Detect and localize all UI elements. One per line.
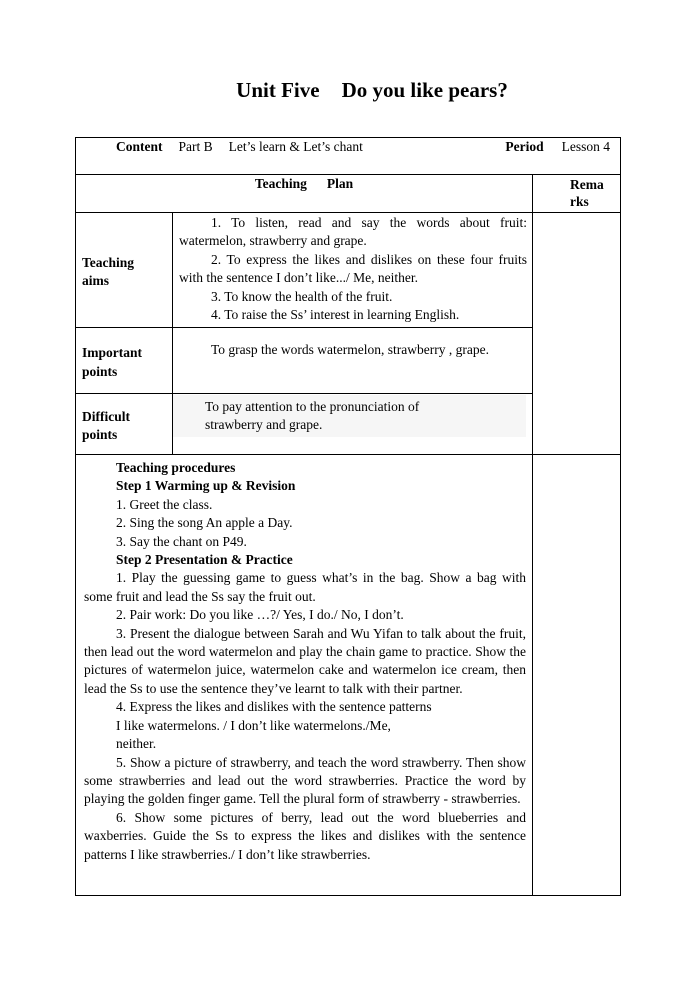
- plan-heading: Teaching Plan: [76, 175, 533, 213]
- content-label: Content: [116, 139, 163, 154]
- procedures-row: [76, 455, 621, 896]
- page-title: [0, 78, 696, 103]
- teaching-plan-table: [75, 137, 621, 896]
- aim-2: 2. To express the likes and dislikes on these four fruits with the sentence I don’t like.../ Me, neither.: [179, 251, 527, 286]
- lesson-question: Do you like pears?: [341, 78, 508, 102]
- period-label: Period: [505, 139, 544, 154]
- remarks-cell-top: [533, 213, 621, 455]
- aims-row: [76, 213, 621, 328]
- aim-4: 4. To raise the Ss’ interest in learning English.: [211, 307, 460, 323]
- step-1-heading: Step 1 Warming up & Revision: [116, 478, 296, 494]
- plan-heading-row: [76, 175, 621, 213]
- content-row: [76, 138, 621, 175]
- step-2-heading: Step 2 Presentation & Practice: [116, 552, 293, 568]
- aims-label: Teaching aims: [76, 213, 173, 328]
- unit-title: Unit Five: [236, 78, 320, 102]
- remarks-cell-bottom: [533, 455, 621, 896]
- important-label: Important points: [76, 328, 173, 394]
- difficult-text: To pay attention to the pronunciation of strawberry and grape.: [173, 394, 533, 455]
- aim-1: 1. To listen, read and say the words about fruit: watermelon, strawberry and grape.: [179, 215, 527, 249]
- content-value: Let’s learn & Let’s chant: [228, 139, 363, 154]
- procedures-cell: Teaching procedures Step 1 Warming up & Revision 1. Greet the class. 2. Sing the song An apple a Day. 3. Say the chant on P49. Step 2 Presentation & Practice 1. Play the guessing game to guess what’s in the bag. Show a bag with some fruit and lead the Ss say the fruit out. 2. Pair work: Do you like …?/ Yes, I do./ No, I don’t. 3. Present the dialogue between Sarah and Wu Yifan to talk about the fruit, then lead out the word watermelon and play the chain game to practice. Show the pictures of watermelon juice, watermelon cake and watermelon ice cream, then lead the Ss to use the sentence they’ve learnt to talk with their partner. 4. Express the likes and dislikes with the sentence patterns I like watermelons. / I don’t like watermelons./Me, neither. 5. Show a picture of strawberry, and teach the word strawberry. Then show some strawberries and lead out the word strawberries. Practice the word by playing the golden finger game. Tell the plural form of strawberry - strawberries. 6. Show some pictures of berry, lead out the word blueberries and waxberries. Guide the Ss to express the likes and dislikes with the sentence patterns I like strawberries./ I don’t like strawberries.: [76, 455, 533, 896]
- remarks-heading: Rema rks: [533, 175, 621, 213]
- aims-text: [173, 213, 533, 328]
- period-value: Lesson 4: [561, 139, 610, 154]
- procedures-heading: Teaching procedures: [116, 460, 236, 475]
- content-cell: [76, 138, 621, 175]
- content-part: Part B: [178, 139, 213, 154]
- difficult-label: Difficult points: [76, 394, 173, 455]
- aim-3: 3. To know the health of the fruit.: [211, 288, 393, 304]
- important-text: To grasp the words watermelon, strawberry , grape.: [173, 328, 533, 394]
